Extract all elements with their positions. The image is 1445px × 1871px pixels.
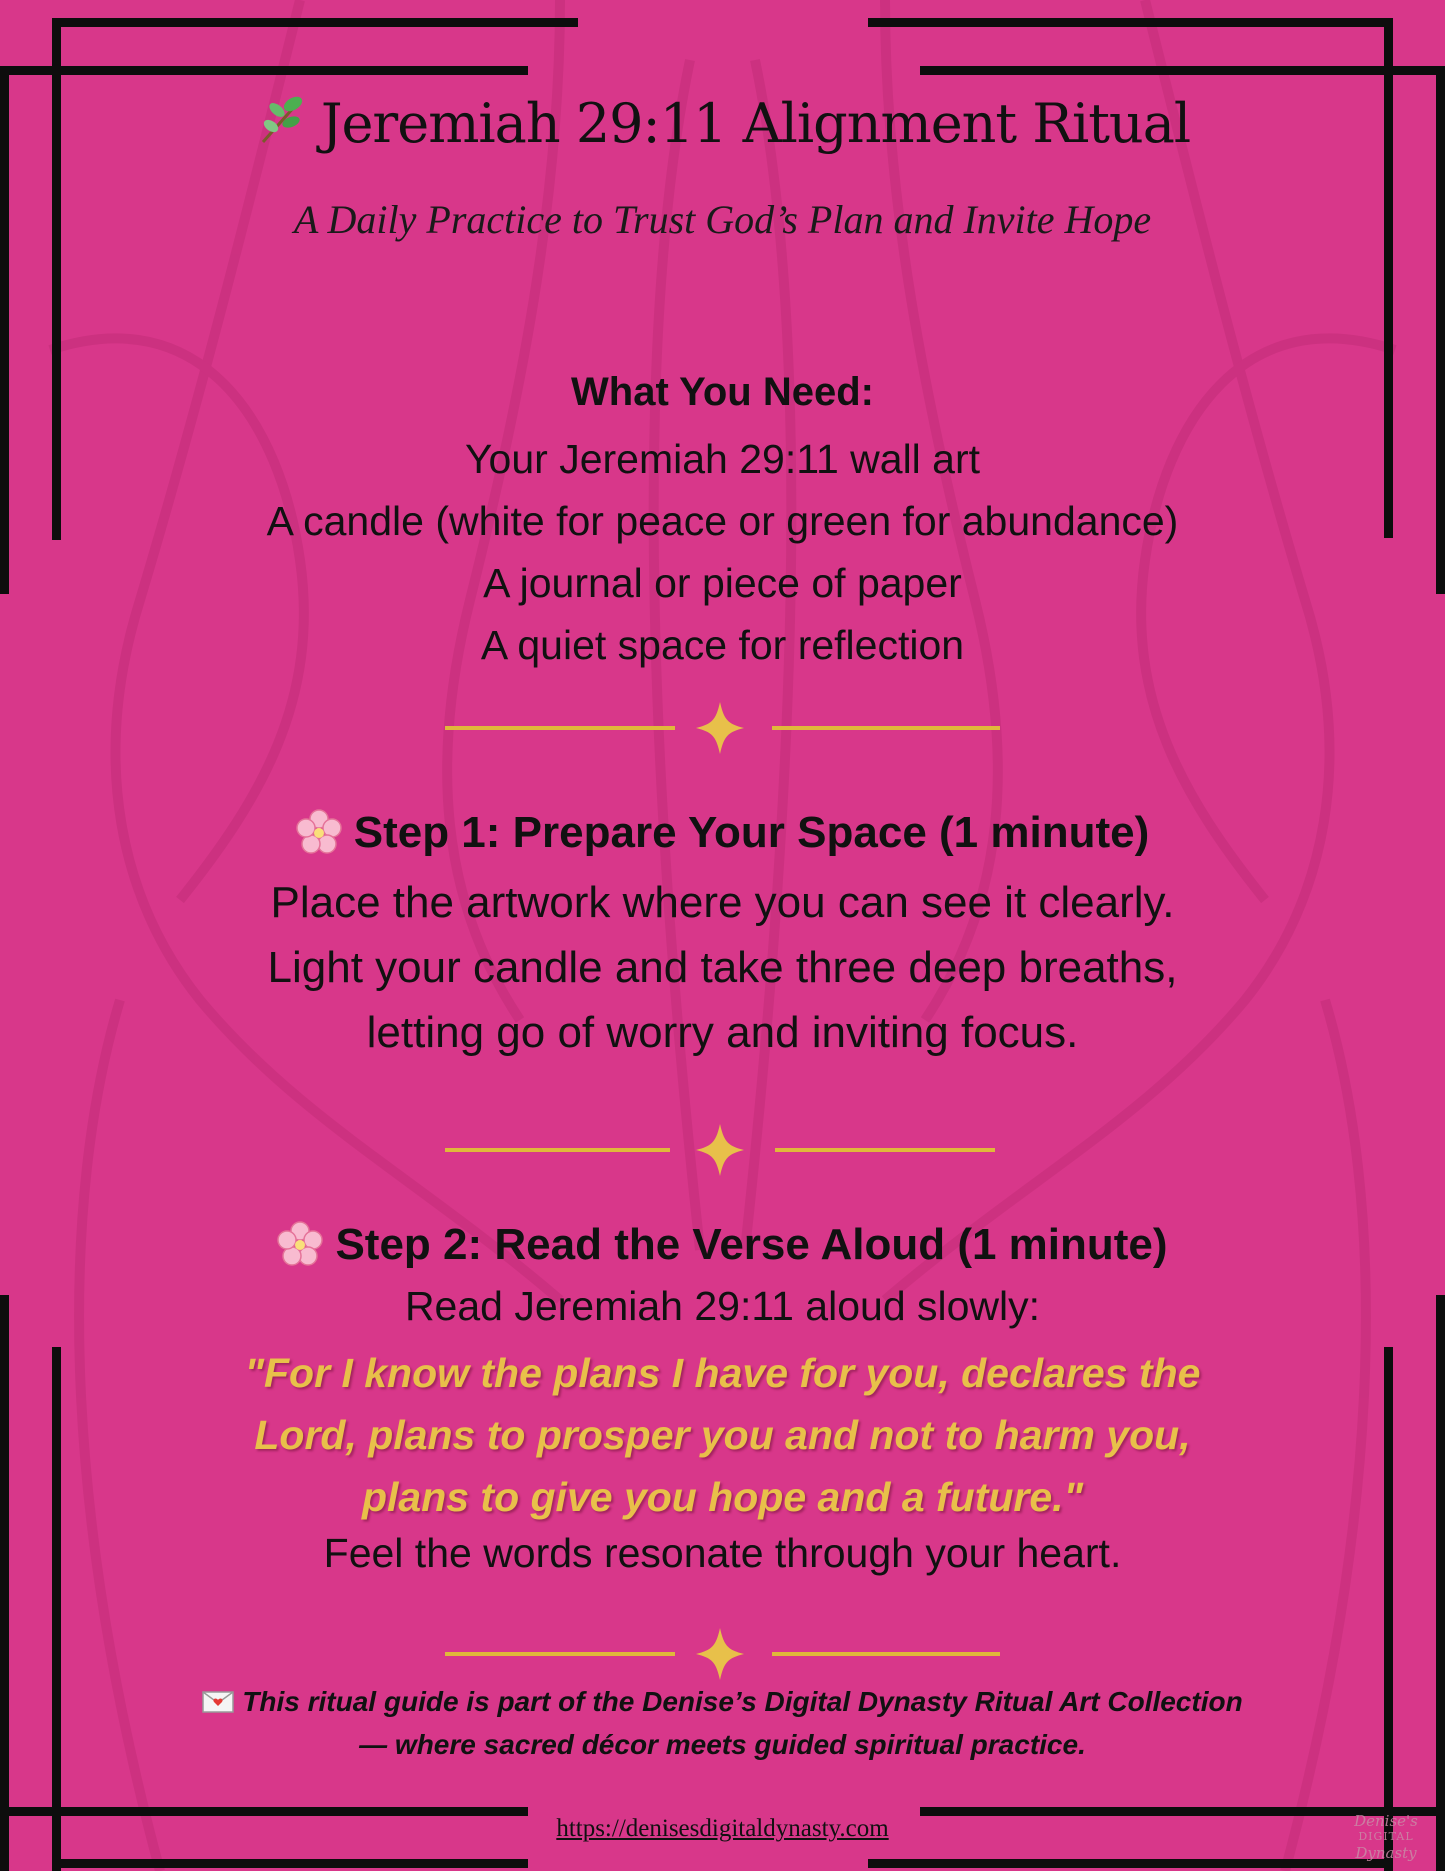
herb-leaf-icon (255, 92, 311, 148)
sparkle-icon (696, 702, 744, 754)
page-subtitle: A Daily Practice to Trust God’s Plan and Invite Hope (293, 197, 1152, 242)
logo-line: Dynasty (1355, 1844, 1417, 1862)
brand-logo (1341, 1813, 1431, 1861)
step2-title-text: Step 2: Read the Verse Aloud (1 minute) (335, 1220, 1168, 1269)
step1-title (0, 808, 1445, 858)
frame-line (52, 1859, 528, 1868)
need-item: A candle (white for peace or green for abundance) (266, 498, 1179, 544)
frame-line (868, 1859, 1393, 1868)
sparkle-icon (696, 1628, 744, 1680)
collection-note (0, 1680, 1445, 1766)
verse-line: Lord, plans to prosper you and not to harm you, (254, 1412, 1191, 1458)
step2-intro: Read Jeremiah 29:11 aloud slowly: (404, 1283, 1041, 1329)
logo-line: Denise's (1354, 1812, 1418, 1830)
sparkle-divider (0, 1624, 1445, 1684)
verse-line: plans to give you hope and a future." (361, 1474, 1084, 1520)
step1-line: letting go of worry and inviting focus. (366, 1008, 1079, 1057)
frame-line (868, 18, 1393, 27)
cherry-blossom-icon (277, 1221, 323, 1267)
need-item: A quiet space for reflection (480, 622, 965, 668)
step1-title-text: Step 1: Prepare Your Space (1 minute) (353, 808, 1150, 857)
logo-line: DIGITAL (1358, 1830, 1414, 1843)
step1-line: Light your candle and take three deep breaths, (267, 943, 1178, 992)
frame-line (52, 18, 578, 27)
sparkle-divider (0, 1120, 1445, 1180)
step1-body (0, 870, 1445, 1065)
frame-line (920, 66, 1445, 75)
page-title-text: Jeremiah 29:11 Alignment Ritual (320, 92, 1191, 155)
need-list (0, 428, 1445, 676)
collection-note-line (0, 1680, 1445, 1723)
step2-title (0, 1220, 1445, 1270)
sparkle-divider (0, 698, 1445, 758)
website-link[interactable]: https://denisesdigitaldynasty.com (556, 1815, 889, 1842)
step2-outro: Feel the words resonate through your heart. (323, 1530, 1122, 1576)
page-title (0, 92, 1445, 155)
verse-quote (0, 1342, 1445, 1528)
collection-note-line: — where sacred décor meets guided spiritual practice. (359, 1729, 1086, 1760)
need-heading: What You Need: (571, 370, 874, 414)
frame-line (0, 66, 528, 75)
collection-note-text: This ritual guide is part of the Denise’s Digital Dynasty Ritual Art Collection (242, 1686, 1243, 1717)
need-item: A journal or piece of paper (483, 560, 962, 606)
cherry-blossom-icon (296, 809, 342, 855)
sparkle-icon (696, 1124, 744, 1176)
need-item: Your Jeremiah 29:11 wall art (464, 436, 981, 482)
verse-line: "For I know the plans I have for you, declares the (244, 1350, 1201, 1396)
step1-line: Place the artwork where you can see it clearly. (270, 878, 1175, 927)
love-letter-icon (202, 1691, 234, 1713)
